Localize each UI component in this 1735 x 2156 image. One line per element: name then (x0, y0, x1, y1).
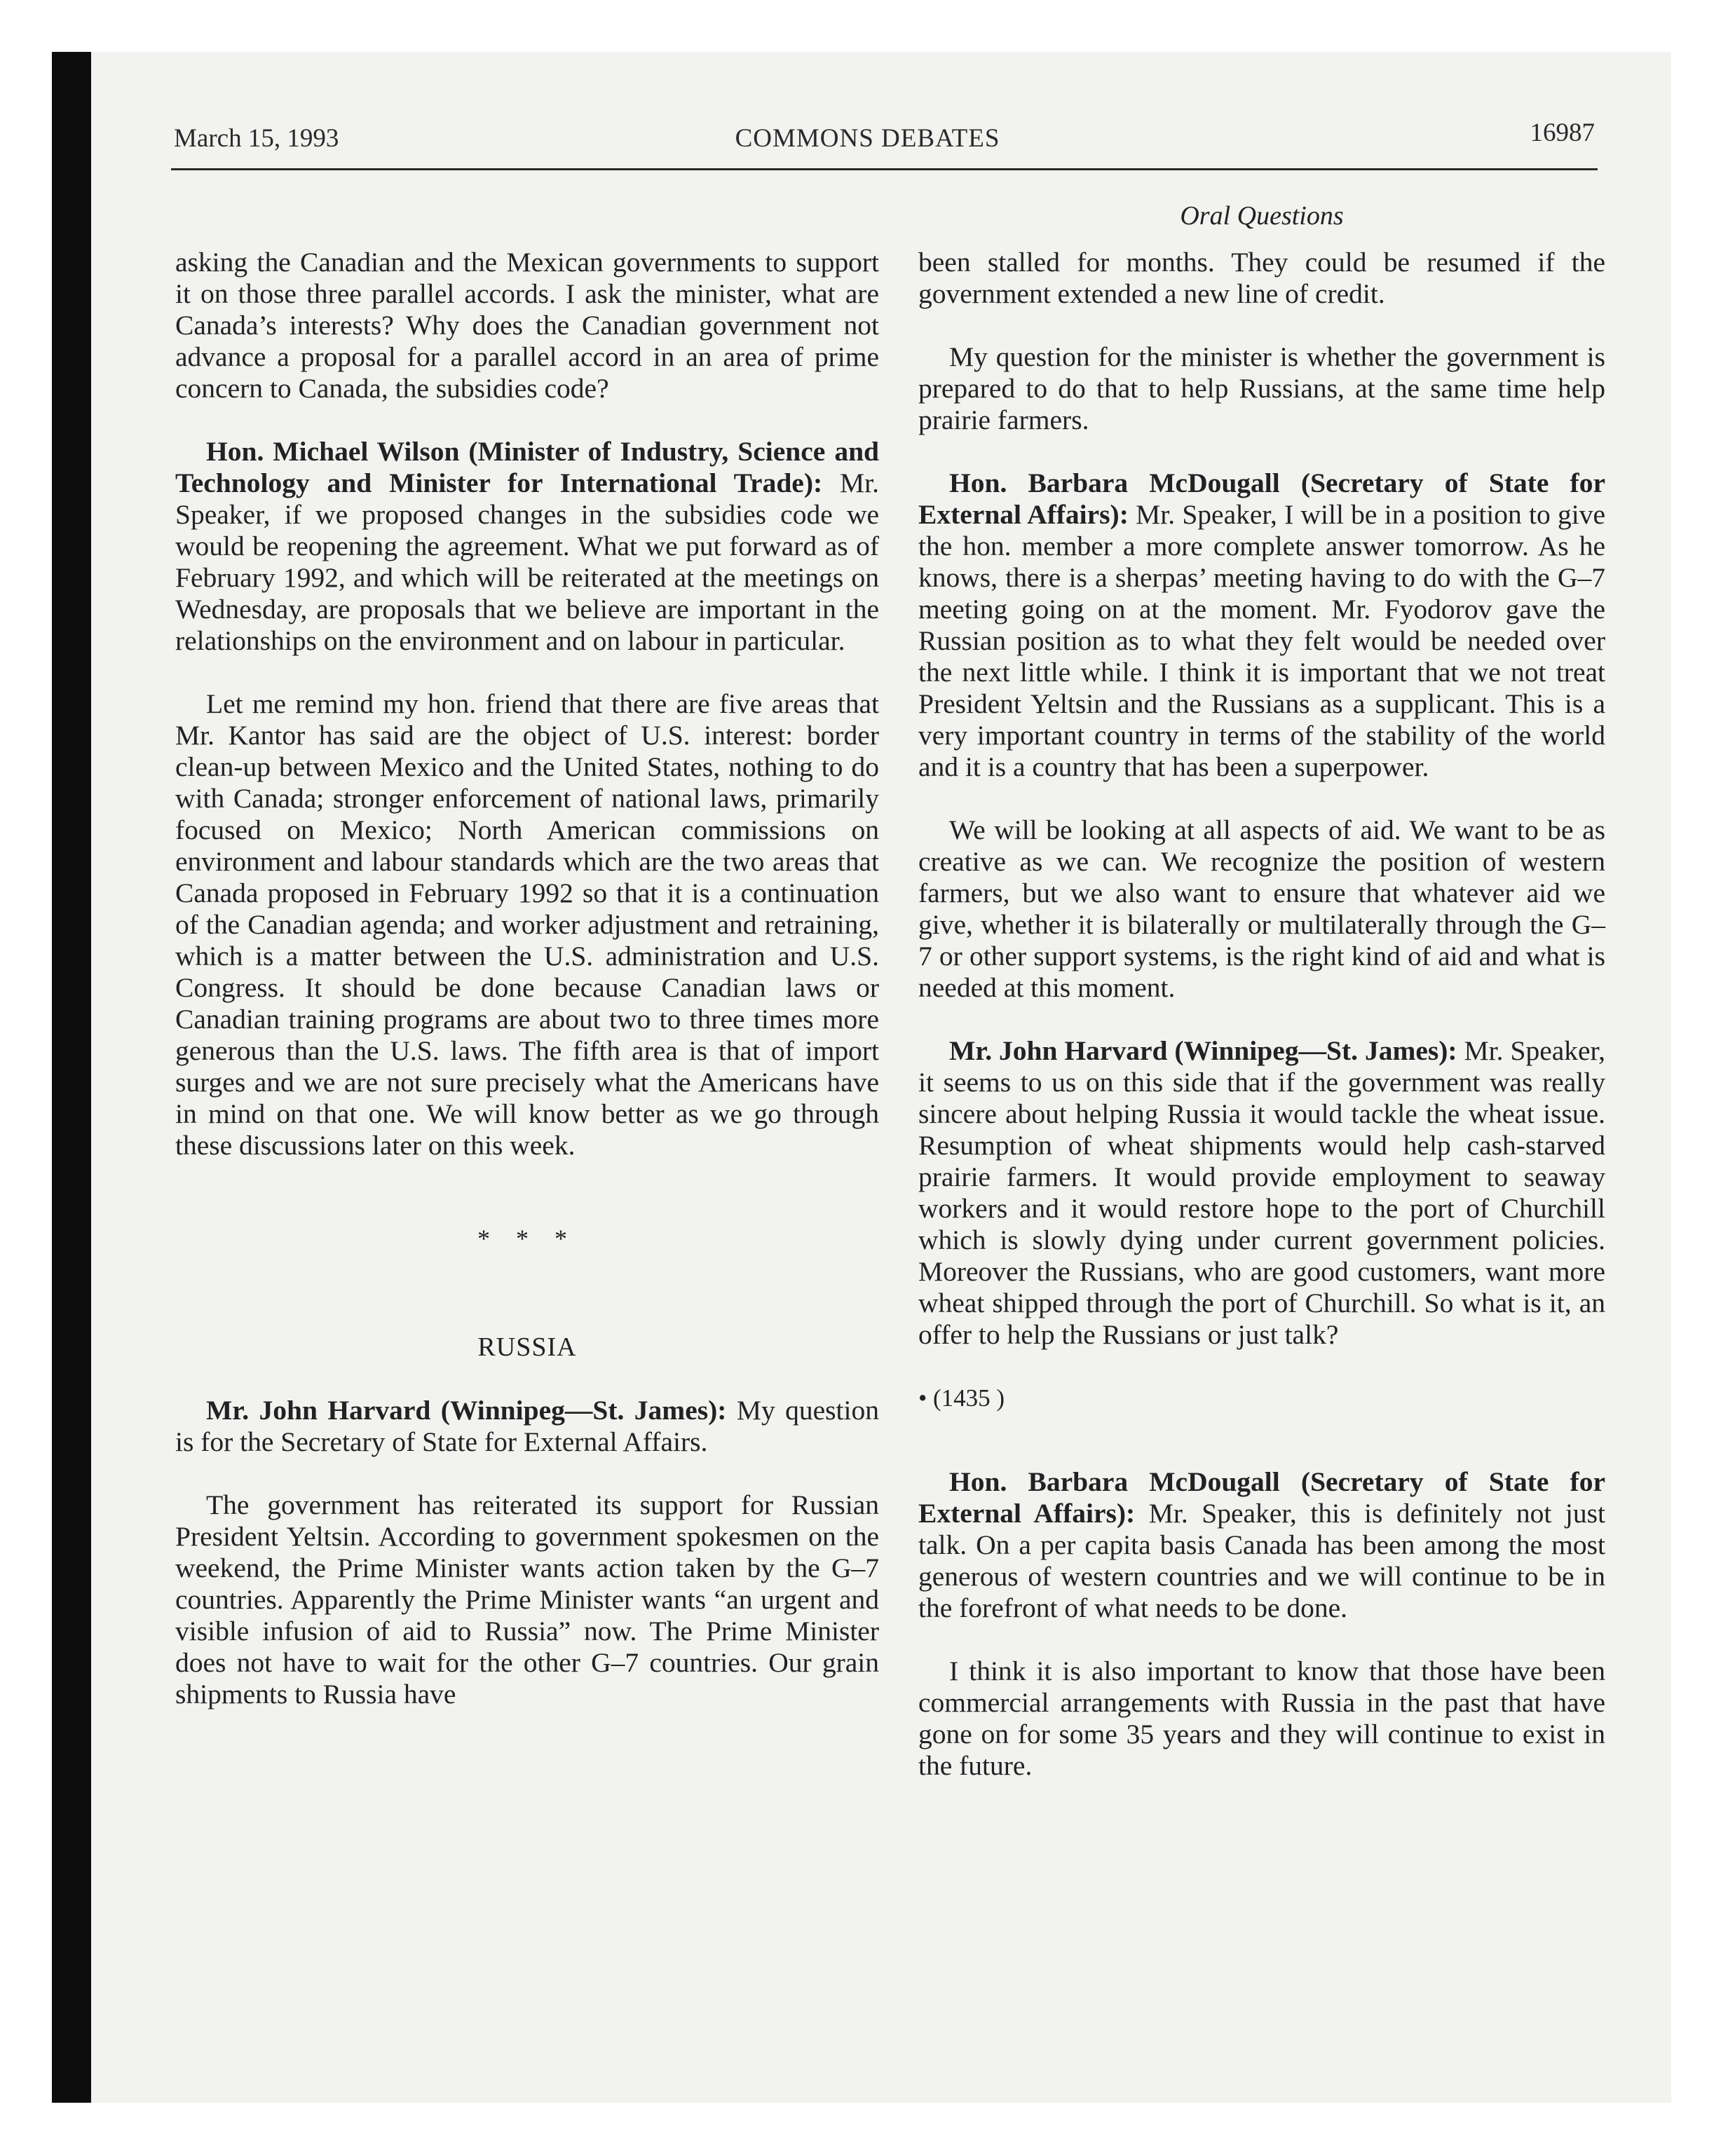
paragraph (918, 1466, 1605, 1624)
speaker-name: Mr. John Harvard (Winnipeg—St. James): (949, 1035, 1457, 1066)
paragraph (175, 1395, 879, 1458)
paragraph: Let me remind my hon. friend that there are five areas that Mr. Kantor has said are the object of U.S. interest: border clean-up between Mexico and the United States, nothing to do with Canada; stronger enforcement of national laws, primarily focused on Mexico; North American commissions on environment and labour standards which are the two areas that Canada proposed in February 1992 so that it is a continuation of the Canadian agenda; and worker adjustment and retraining, which is a matter between the U.S. administration and U.S. Congress. It should be done because Canadian laws or Canadian training programs are about two to three times more generous than the U.S. laws. The fifth area is that of import surges and we are not sure precisely what the Americans have in mind on that one. We will know better as we go through these discussions later on this week. (175, 688, 879, 1161)
speaker-name: Hon. Michael Wilson (Minister of Industry, Science and Technology and Minister for International Trade): (175, 436, 879, 498)
speech-text: Mr. Speaker, this is definitely not just talk. On a per capita basis Canada has been among the most generous of western countries and we will continue to be in the forefront of what needs to be done. (918, 1498, 1605, 1623)
paragraph (918, 1035, 1605, 1351)
speaker-name: Hon. Barbara McDougall (Secretary of State for External Affairs): (918, 1466, 1605, 1529)
section-separator: * * * (477, 1224, 577, 1253)
speech-text: Mr. Speaker, if we proposed changes in the subsidies code we would be reopening the agreement. What we put forward as of February 1992, and which will be reiterated at the meetings on Wednesday, are proposals that we believe are important in the relationships on the environment and on labour in particular. (175, 468, 879, 656)
right-column (918, 247, 1605, 1813)
header-date: March 15, 1993 (174, 124, 339, 153)
speech-text: My question is for the Secretary of State for External Affairs. (175, 1395, 879, 1457)
scan-binding-edge (52, 52, 91, 2103)
paragraph: The government has reiterated its support for Russian President Yeltsin. According to government spokesmen on the weekend, the Prime Minister wants action taken by the G–7 countries. Apparently the Prime Minister wants “an urgent and visible infusion of aid to Russia” now. The Prime Minister does not have to wait for the other G–7 countries. Our grain shipments to Russia have (175, 1489, 879, 1710)
speech-text: Mr. Speaker, I will be in a position to give the hon. member a more complete answer tomorrow. As he knows, there is a sherpas’ meeting having to do with the G–7 meeting going on at the moment. Mr. Fyodorov gave the Russian position as to what they felt would be needed over the next little while. I think it is important that we not treat President Yeltsin and the Russians as a supplicant. This is a very important country in terms of the stability of the world and it is a country that has been a superpower. (918, 499, 1605, 782)
speech-text: Mr. Speaker, it seems to us on this side that if the government was really sincere about helping Russia it would tackle the wheat issue. Resumption of wheat shipments would help cash-starved prairie farmers. It would provide employment to seaway workers and it would restore hope to the port of Churchill which is slowly dying under current government policies. Moreover the Russians, who are good customers, want more wheat shipped through the port of Churchill. So what is it, an offer to help the Russians or just talk? (918, 1035, 1605, 1350)
speaker-name: Hon. Barbara McDougall (Secretary of State for External Affairs): (918, 468, 1605, 530)
header-title: COMMONS DEBATES (735, 124, 1000, 153)
page-number: 16987 (1530, 118, 1595, 147)
paragraph: been stalled for months. They could be resumed if the government extended a new line of credit. (918, 247, 1605, 309)
section-title: RUSSIA (477, 1332, 577, 1362)
paragraph (918, 468, 1605, 783)
paragraph: asking the Canadian and the Mexican governments to support it on those three parallel accords. I ask the minister, what are Canada’s interests? Why does the Canadian government not advance a proposal for a parallel accord in an area of prime concern to Canada, the subsidies code? (175, 247, 879, 404)
speaker-name: Mr. John Harvard (Winnipeg—St. James): (206, 1395, 727, 1426)
paragraph: We will be looking at all aspects of aid. We want to be as creative as we can. We recognize the position of western farmers, but we also want to ensure that whatever aid we give, whether it is bilaterally or multilaterally through the G–7 or other support systems, is the right kind of aid and what is needed at this moment. (918, 814, 1605, 1003)
paragraph: I think it is also important to know that those have been commercial arrangements with Russia in the past that have gone on for some 35 years and they will continue to exist in the future. (918, 1656, 1605, 1781)
paragraph: My question for the minister is whether the government is prepared to do that to help Russians, at the same time help prairie farmers. (918, 341, 1605, 435)
time-marker: • (1435 ) (918, 1384, 1005, 1412)
left-column (175, 247, 879, 1742)
paragraph (175, 436, 879, 657)
header-rule (171, 168, 1598, 170)
section-heading: Oral Questions (1180, 201, 1344, 231)
